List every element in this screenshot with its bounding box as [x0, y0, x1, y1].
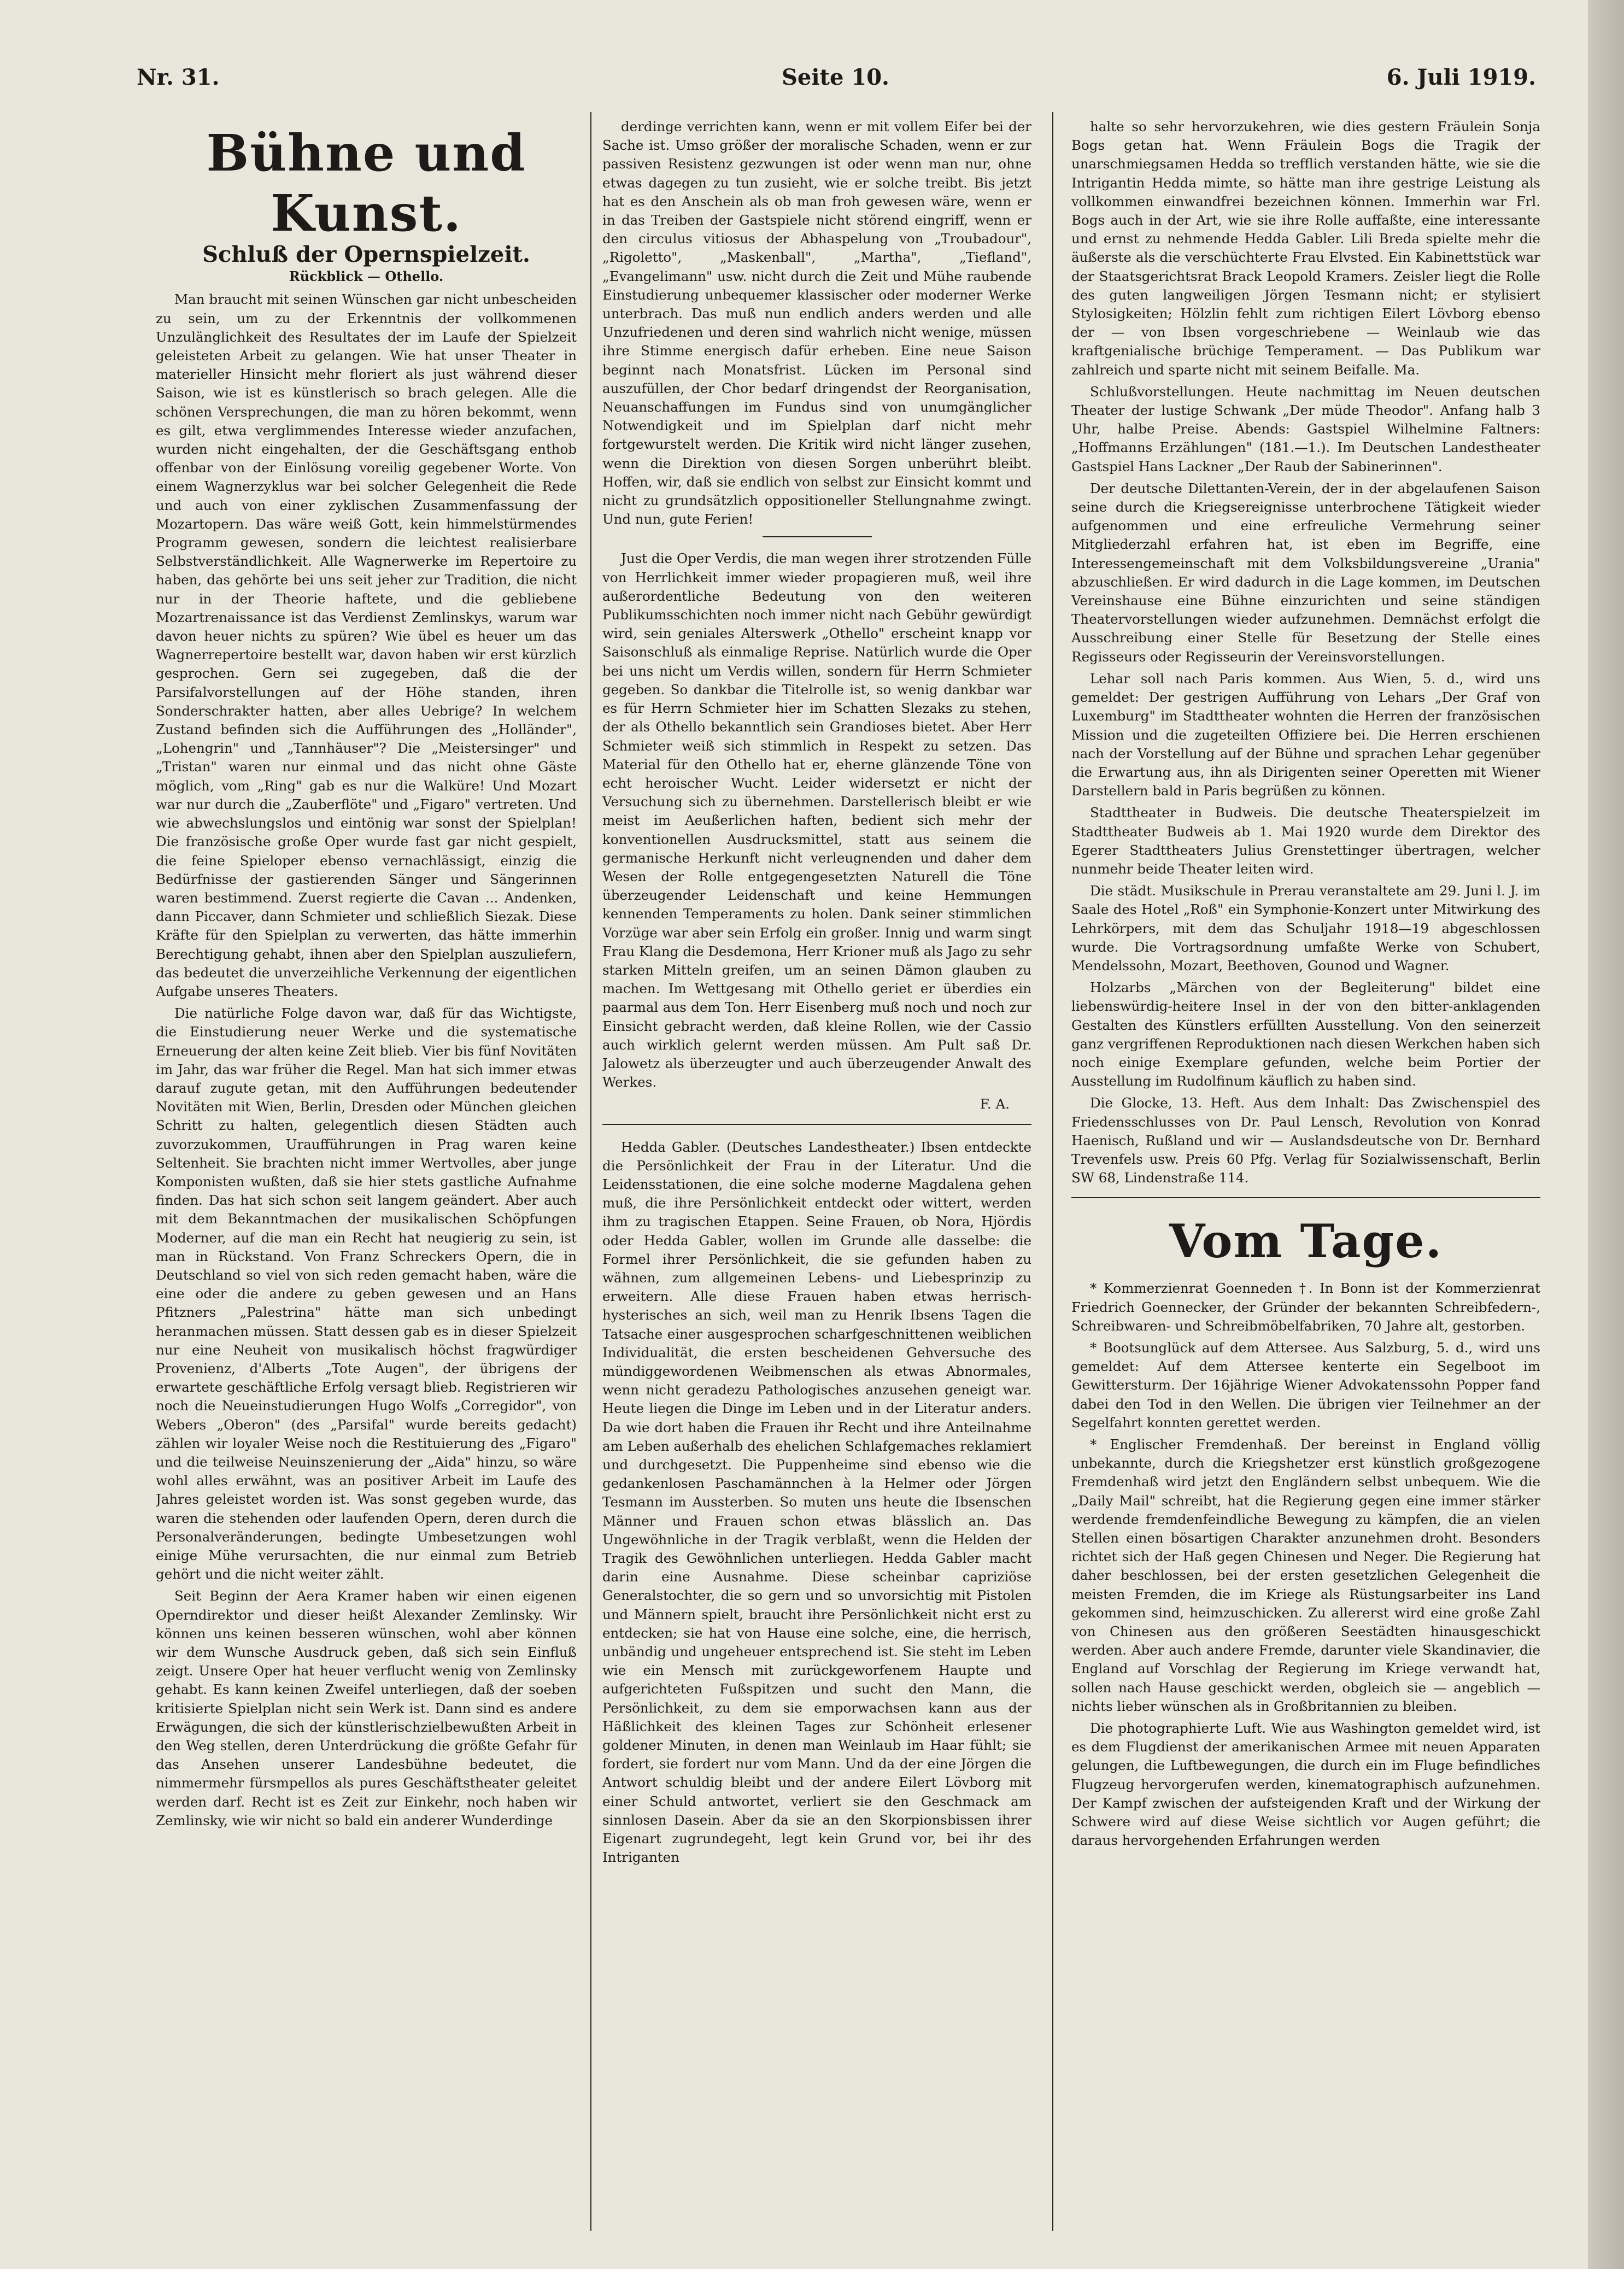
paragraph: Schlußvorstellungen. Heute nachmittag im Neuen deutschen Theater der lustige Schwank „Der müde Theodor". Anfang halb 3 Uhr, halbe Preise. Abends: Gastspiel Wilhelmine Faltners: „Hoffmanns Erzählungen" (181.—1.). Im Deutschen Landestheater Gastspiel Hans Lackner „Der Raub der Sabinerinnen". [1071, 383, 1540, 474]
article-title: Schluß der Opernspielzeit. [202, 242, 530, 267]
paragraph: halte so sehr hervorzukehren, wie dies gestern Fräulein Sonja Bogs getan hat. Wenn Fräulein Bogs die Tragik der unarschmiegsamen Hedda so trefflich verstanden hätte, wie sie die Intrigantin Hedda mimte, so hätte man ihre gestrige Leistung als vollkommen einwandfrei bezeichnen können. Immerhin war Frl. Bogs auch in der Art, wie sie ihre Rolle auffaßte, eine interessante und ernst zu nehmende Hedda Gabler. Lili Breda spielte mehr die äußerste als die verschüchterte Frau Elvsted. Ein Kabinettstück war der Staatsgerichtsrat Brack Leopold Kramers. Zeisler liegt die Rolle des guten langweiligen Jörgen Tesmann nicht; er stylisiert Stylosigkeiten; Hölzlin fehlt zum richtigen Eilert Lövborg ebenso der — von Ibsen vorgeschriebene — Weinlaub wie das kraftgenialische brüchige Temperament. — Das Publikum war zahlreich und sparte nicht mit seinem Beifalle. Ma. [1071, 119, 1540, 378]
paragraph: Holzarbs „Märchen von der Begleiterung" bildet eine liebenswürdig-heitere Insel in der von den bitter-anklagenden Gestalten des Künstlers erfüllten Ausstellung. Von den seinerzeit ganz vergriffenen Reproduktionen nach diesen Werkchen haben sich noch einige Exemplare gefunden, welche beim Portier der Ausstellung im Rudolfinum käuflich zu haben sind. [1071, 980, 1540, 1089]
paragraph: Seit Beginn der Aera Kramer haben wir einen eigenen Operndirektor und dieser heißt Alexander Zemlinsky. Wir können uns keinen besseren wünschen, wohl aber können wir dem Wunsche Ausdruck geben, daß sich sein Einfluß zeigt. Unsere Oper hat heuer verflucht wenig von Zemlinsky gehabt. Es kann keinen Zweifel unterliegen, daß der soeben kritisierte Spielplan nicht sein Werk ist. Dann sind es andere Erwägungen, die sich der künstlerischzielbewußten Arbeit in den Weg stellen, deren Unterdrückung die größte Gefahr für das Ansehen unserer Landesbühne bedeutet, die nimmermehr fürsmpellos als pures Geschäftstheater geleitet werden darf. Recht ist es Zeit zur Einkehr, noch haben wir Zemlinsky, wie wir nicht so bald ein anderer Wunderdinge [156, 1588, 577, 1828]
section-heading: Vom Tage. [1169, 1214, 1443, 1269]
paragraph: Hedda Gabler. (Deutsches Landestheater.) Ibsen entdeckte die Persönlichkeit der Frau in der Literatur. Und die Leidensstationen, die eine solche moderne Magdalena gehen muß, die ihre Persönlichkeit entdeckt oder wittert, werden ihm zu tragischen Etappen. Seine Frauen, ob Nora, Hjördis oder Hedda Gabler, wollen im Grunde alle dasselbe: die Formel ihrer Persönlichkeit, die sie gefunden haben zu wähnen, zum allgemeinen Lebens- und Liebesprinzip zu erweitern. Alle diese Frauen haben etwas herrisch-hysterisches an sich, weil man zu Henrik Ibsens Tagen die Tatsache einer ausgesprochen scharfgeschnittenen weiblichen Individualität, die ersten bescheidenen Gehversuche des mündiggewordenen Weibmenschen als etwas Abnormales, wenn nicht geradezu Pathologisches anzusehen geneigt war. Heute liegen die Dinge im Leben und in der Literatur anders. Da wie dort haben die Frauen ihr Recht und ihre Anteilnahme am Leben außerhalb des ehelichen Schlafgemaches reklamiert und durchgesetzt. Die Puppenheime sind ebenso wie die gedankenlosen Paschamännchen à la Helmer oder Jörgen Tesmann im Aussterben. So muten uns heute die Ibsenschen Männer und Frauen schon etwas blässlich an. Das Ungewöhnliche in der Tragik verblaßt, wenn die Helden der Tragik des Gewöhnlichen unterliegen. Hedda Gabler macht darin eine Ausnahme. Diese scheinbar capriziöse Generalstochter, die so gern und so unvorsichtig mit Pistolen und Männern spielt, braucht ihre Persönlichkeit nicht erst zu entdecken; sie hat von Hause eine solche, eine, die herrisch, unbändig und ungeheuer entsprechend ist. Sie steht im Leben wie ein Mensch mit zurückgeworfenem Haupte und aufgerichteten Fußspitzen und sucht den Mann, die Persönlichkeit, zu dem sie emporwachsen kann aus der Häßlichkeit des kleinen Tages zur Schönheit erlesener goldener Minuten, in denen man Weinlaub im Haar fühlt; sie fordert, sie fordert nur vom Mann. Und da der eine Jörgen die Antwort schuldig bleibt und der andere Eilert Lövborg mit einer Schuld antwortet, verliert sie den Geschmack am sinnlosen Dasein. Aber da sie an den Skorpionsbissen ihrer Eigenart zugrundegeht, legt kein Grund vor, bei ihr des Intriganten [602, 1139, 1031, 1866]
paragraph: * Kommerzienrat Goenneden †. In Bonn ist der Kommerzienrat Friedrich Goennecker, der Gründer der bekannten Schreibfedern-, Schreibwaren- und Schreibmöbelfabriken, 70 Jahre alt, gestorben. [1071, 1280, 1540, 1334]
paragraph: Just die Oper Verdis, die man wegen ihrer strotzenden Fülle von Herrlichkeit immer wieder propagieren muß, weil ihre außerordentliche Bedeutung von den weiteren Publikumsschichten noch immer nicht nach Gebühr gewürdigt wird, sein geniales Alterswerk „Othello" erscheint knapp vor Saisonschluß als einmalige Reprise. Natürlich wurde die Oper bei uns nicht um Verdis willen, sondern für Herrn Schmieter gegeben. So dankbar die Titelrolle ist, so wenig dankbar war es für Herrn Schmieter hier im Schatten Slezaks zu stehen, der als Othello bekanntlich sein Grandioses bietet. Aber Herr Schmieter weiß sich stimmlich in Respekt zu setzen. Das Material für den Othello hat er, eherne glänzende Töne von echt heroischer Wucht. Leider widersetzt er nicht der Versuchung sich zu übernehmen. Darstellerisch bleibt er wie meist im Aeußerlichen haften, bedient sich mehr der konventionellen Ausdrucksmittel, statt aus seinem die germanische Herkunft nicht verleugnenden und daher dem Wesen der Rolle entgegengesetzten Naturell die Töne überzeugender Leidenschaft und keine Hemmungen kennenden Temperaments zu holen. Dank seiner stimmlichen Vorzüge war aber sein Erfolg ein großer. Innig und warm singt Frau Klang die Desdemona, Herr Krioner muß als Jago zu sehr starken Mitteln greifen, um an seinen Dämon glauben zu machen. Im Wettgesang mit Othello geriet er überdies ein paarmal aus dem Ton. Herr Eisenberg muß noch und noch zur Einsicht gebracht werden, daß kleine Rollen, wie der Cassio auch wirklich gelernt werden müssen. Am Pult saß Dr. Jalowetz als überzeugter und auch überzeugender Anwalt des Werkes. [602, 550, 1031, 1090]
paragraph: Die städt. Musikschule in Prerau veranstaltete am 29. Juni l. J. im Saale des Hotel „Roß" ein Symphonie-Konzert unter Mitwirkung des Lehrkörpers, mit dem das Schuljahr 1918—19 abgeschlossen wurde. Die Vortragsordnung umfaßte Werke von Schubert, Mendelssohn, Mozart, Beethoven, Gounod und Wagner. [1071, 883, 1540, 974]
paragraph: derdinge verrichten kann, wenn er mit vollem Eifer bei der Sache ist. Umso größer der moralische Schaden, wenn er zur passiven Resistenz gezwungen ist oder wenn man nur, ohne etwas dagegen zu tun zusieht, wie er solche treibt. Bis jetzt hat es den Anschein als ob man froh gewesen wäre, wenn er in das Treiben der Gastspiele nicht störend eingriff, wenn er den circulus vitiosus der Abhaspelung von „Troubadour", „Rigoletto", „Maskenball", „Martha", „Tiefland", „Evangelimann" usw. nicht durch die Zeit und Mühe raubende Einstudierung unbequemer klassischer oder moderner Werke unterbrach. Das muß nun endlich anders werden und alle Unzufriedenen und deren sind wahrlich nicht wenige, müssen ihre Stimme energisch dafür erheben. Eine neue Saison beginnt nach Monatsfrist. Lücken im Personal sind auszufüllen, der Chor bedarf dringendst der Reorganisation, Neuanschaffungen im Fundus sind von unumgänglicher Notwendigkeit und im Spielplan darf nicht mehr fortgewurstelt werden. Die Kritik wird nicht länger zusehen, wenn die Direktion von diesen Sorgen unberührt bleibt. Hoffen, wir, daß sie endlich von selbst zur Einsicht kommt und nicht zu grundsätzlich oppositioneller Stellungnahme zwingt. Und nun, gute Ferien! [602, 119, 1031, 527]
paragraph: Man braucht mit seinen Wünschen gar nicht unbescheiden zu sein, um zu der Erkenntnis der vollkommenen Unzulänglichkeit des Resultates der im Laufe der Spielzeit geleisteten Arbeit zu gelangen. Wie hat unser Theater in materieller Hinsicht mehr floriert als just während dieser Saison, wie ist es künstlerisch so brach gelegen. Alle die schönen Versprechungen, die man zu hören bekommt, wenn es gilt, etwa verglimmendes Interesse wieder anzufachen, wurden nicht eingehalten, der die Geschäftsgang enthob offenbar von der Einlösung voreilig gegebener Worte. Von einem Wagnerzyklus war bei solcher Gelegenheit die Rede und auch von einer zyklischen Zusammenfassung der Mozartopern. Das wäre weiß Gott, kein himmelstürmendes Programm gewesen, sondern die leichtest realisierbare Selbstverständlichkeit. Alle Wagnerwerke im Repertoire zu haben, das gehörte bei uns seit jeher zur Tradition, die nicht nur in der Theorie haftete, und die gebliebene Mozartrenaissance ist das Verdienst Zemlinskys, warum war davon heuer nichts zu spüren? Wie übel es heuer um das Wagnerrepertoire bestellt war, davon haben wir erst kürzlich gesprochen. Gern sei zugegeben, daß die der Parsifalvorstellungen auf der Höhe standen, ihren Sonderschrakter hatten, aber alles Uebrige? In welchem Zustand befinden sich die Aufführungen des „Holländer", „Lohengrin" und „Tannhäuser"? Die „Meistersinger" und „Tristan" waren nur einmal und das nicht ohne Gäste möglich, vom „Ring" gab es nur die Walküre! Und Mozart war nur durch die „Zauberflöte" und „Figaro" vertreten. Und wie abwechslungslos und eintönig war sonst der Spielplan! Die französische große Oper wurde fast gar nicht gespielt, die feine Spieloper ebenso vernachlässigt, einzig die Bedürfnisse der gastierenden Sänger und Sängerinnen waren bestimmend. Zuerst regierte die Cavan ... Andenken, dann Piccaver, dann Schmieter und schließlich Siezak. Diese Kräfte für den Spielplan zu verwerten, das hätte immerhin Berechtigung gehabt, ihnen aber den Spielplan auszuliefern, das bedeutet die unverzeihliche Verkennung der eigentlichen Aufgabe unseres Theaters. [156, 291, 577, 999]
divider [1071, 1197, 1540, 1198]
page-number: Seite 10. [782, 65, 889, 90]
issue-date: 6. Juli 1919. [1386, 65, 1536, 90]
column-rule [590, 112, 591, 2231]
section-heading: Bühne und Kunst. [206, 124, 526, 243]
signature: F. A. [980, 1096, 1010, 1112]
column-2 [602, 118, 1031, 2231]
paragraph: * Bootsunglück auf dem Attersee. Aus Salzburg, 5. d., wird uns gemeldet: Auf dem Attersee kenterte ein Segelboot im Gewittersturm. Der 16jährige Wiener Advokatenssohn Popper fand dabei den Tod in den Wellen. Die übrigen vier Teilnehmer an der Segelfahrt konnten gerettet werden. [1071, 1339, 1540, 1430]
paragraph: * Englischer Fremdenhaß. Der bereinst in England völlig unbekannte, durch die Kriegshetzer erst künstlich großgezogene Fremdenhaß wird jetzt den Engländern selbst unbequem. Wie die „Daily Mail" schreibt, hat die Regierung gegen eine immer stärker werdende fremdenfeindliche Bewegung zu kämpfen, die an vielen Stellen einen bösartigen Charakter anzunehmen droht. Besonders richtet sich der Haß gegen Chinesen und Neger. Die Regierung hat daher beschlossen, bei der ersten gesetzlichen Gelegenheit die meisten Fremden, die im Kriege als Rüstungsarbeiter ins Land gekommen sind, heimzuschicken. Zu allererst wird eine große Zahl von Chinesen aus den größeren Seestädten hinausgeschickt werden. Aber auch andere Fremde, darunter viele Skandinavier, die England auf Vorschlag der Regierung im Kriege verwandt hat, sollen nach Hause geschickt werden, obgleich sie — angeblich — nichts lieber wünschen als in Großbritannien zu bleiben. [1071, 1437, 1540, 1714]
paragraph: Die natürliche Folge davon war, daß für das Wichtigste, die Einstudierung neuer Werke und die systematische Erneuerung der alten keine Zeit blieb. Vier bis fünf Novitäten im Jahr, das war früher die Regel. Man hat sich immer etwas darauf zugute getan, mit den Aufführungen bedeutender Novitäten mit Wien, Berlin, Dresden oder München gleichen Schritt zu halten, gelegentlich diesen Städten auch zuvorzukommen, Uraufführungen in Prag waren keine Seltenheit. Sie brachten nicht immer Wertvolles, aber junge Komponisten wußten, daß sie hier stets gastliche Aufnahme finden. Das hat sich schon seit langem geändert. Aber auch mit dem Bekanntmachen der musikalischen Schöpfungen Moderner, auf die man ein Recht hat neugierig zu sein, ist man in Rückstand. Von Franz Schreckers Opern, die in Deutschland so viel von sich reden gemacht haben, wäre die eine oder die andere zu geben gewesen und an Hans Pfitzners „Palestrina" hätte man sich unbedingt heranmachen müssen. Statt dessen gab es in dieser Spielzeit nur eine Neuheit von musikalisch höchst fragwürdiger Provenienz, d'Alberts „Tote Augen", der übrigens der erwartete geschäftliche Erfolg versagt blieb. Registrieren wir noch die Neueinstudierungen Hugo Wolfs „Corregidor", von Webers „Oberon" (des „Parsifal" wurde bereits gedacht) zählen wir loyaler Weise noch die Restituierung des „Figaro" und die teilweise Neuinszenierung der „Aida" hinzu, so wäre wohl alles erwähnt, was an positiver Arbeit im Laufe des Jahres geleistet worden ist. Was sonst gegeben wurde, das waren die stehenden oder laufenden Opern, deren durch die Personalveränderungen, bedingte Umbesetzungen wohl einige Mühe verursachten, die nur einmal zum Betrieb gehört und die nicht weiter zählt. [156, 1005, 577, 1582]
paragraph: Der deutsche Dilettanten-Verein, der in der abgelaufenen Saison seine durch die Kriegsereignisse unterbrochene Tätigkeit wieder aufgenommen und eine erfreuliche Vermehrung seiner Mitgliederzahl erfahren hat, ist eben im Begriffe, eine Interessengemeinschaft mit dem Volksbildungsvereine „Urania" abzuschließen. Er wird dadurch in die Lage kommen, im Deutschen Vereinshause eine Bühne einzurichten und seine ständigen Theatervorstellungen wieder aufzunehmen. Demnächst erfolgt die Ausschreibung einer Stelle für Besetzung der Stelle eines Regisseurs oder Regisseurin der Vereinsvorstellungen. [1071, 480, 1540, 665]
column-3 [1071, 118, 1540, 2231]
column-rule [1052, 112, 1053, 2231]
paragraph: Die Glocke, 13. Heft. Aus dem Inhalt: Das Zwischenspiel des Friedensschlusses von Dr. Paul Lensch, Revolution von Konrad Haenisch, Rußland und wir — Auslandsdeutsche von Dr. Bernhard Trevenfels usw. Preis 60 Pfg. Verlag für Sozialwissenschaft, Berlin SW 68, Lindenstraße 114. [1071, 1095, 1540, 1186]
running-head [137, 65, 1536, 97]
page-edge [1588, 0, 1624, 2269]
paragraph: Stadttheater in Budweis. Die deutsche Theaterspielzeit im Stadttheater Budweis ab 1. Mai 1920 wurde dem Direktor des Egerer Stadttheaters Julius Grenstettinger übertragen, welcher nunmehr beide Theater leiten wird. [1071, 805, 1540, 877]
paragraph: Lehar soll nach Paris kommen. Aus Wien, 5. d., wird uns gemeldet: Der gestrigen Aufführung von Lehars „Der Graf von Luxemburg" im Stadttheater wohnten die Herren der französischen Mission und die zugeteilten Offiziere bei. Die Herren erschienen nach der Vorstellung auf der Bühne und sprachen Lehar gegenüber die Erwartung aus, ihn als Dirigenten seiner Operetten mit Wiener Darstellern bald in Paris begrüßen zu können. [1071, 670, 1540, 799]
issue-number: Nr. 31. [137, 65, 220, 90]
column-1 [156, 118, 577, 2231]
paragraph: Die photographierte Luft. Wie aus Washington gemeldet wird, ist es dem Flugdienst der amerikanischen Armee mit neuen Apparaten gelungen, die Luftbewegungen, die durch ein im Fluge befindliches Flugzeug hervorgerufen werden, kinematographisch aufzunehmen. Der Kampf zwischen der aufsteigenden Kraft und der Wirkung der Schwere wird auf diese Weise sichtlich vor Augen geführt; die daraus hervorgehenden Erfahrungen werden [1071, 1720, 1540, 1849]
divider [763, 536, 872, 537]
article-kicker: Rückblick — Othello. [289, 268, 444, 285]
divider [602, 1124, 1031, 1125]
